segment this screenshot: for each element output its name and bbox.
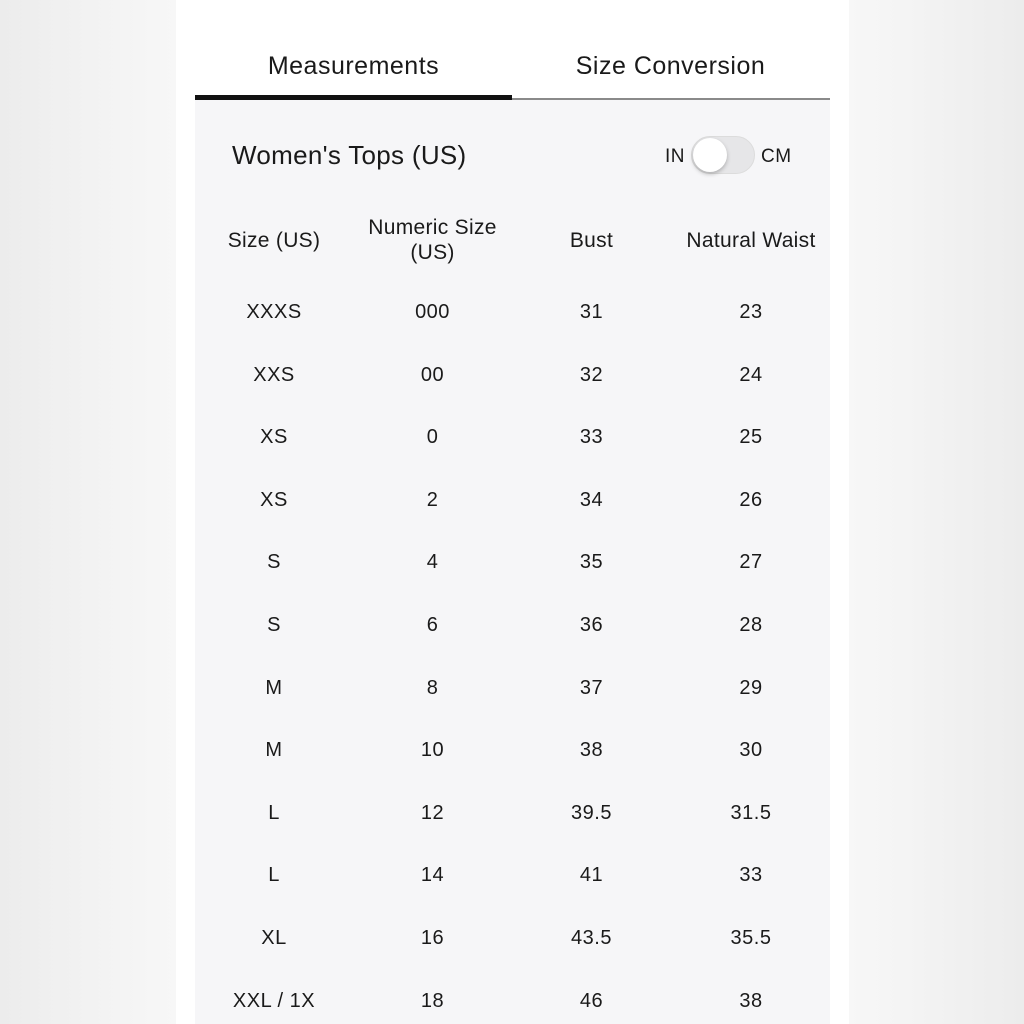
table-row (195, 718, 830, 781)
cell-numeric-size: 12 (420, 801, 445, 824)
table-row (195, 781, 830, 844)
cell-numeric-size: 14 (420, 864, 445, 887)
cell-bust: 36 (579, 613, 604, 636)
table-row (195, 843, 830, 906)
cell-numeric-size: 00 (420, 363, 445, 386)
cell-numeric-size: 10 (420, 739, 445, 762)
cell-numeric-size: 0 (426, 426, 439, 449)
cell-numeric-size: 6 (426, 613, 439, 636)
cell-natural-waist: 38 (739, 989, 763, 1012)
cell-numeric-size: 18 (420, 989, 445, 1012)
unit-label-in: IN (665, 146, 685, 167)
column-header-size: Size (US) (227, 228, 321, 252)
toggle-knob (693, 138, 727, 172)
unit-toggle-switch[interactable] (691, 136, 755, 174)
cell-bust: 37 (579, 676, 604, 699)
cell-bust: 46 (579, 989, 604, 1012)
unit-label-cm: CM (761, 146, 792, 167)
table-row (195, 969, 830, 1024)
cell-size: XXL / 1X (232, 989, 316, 1012)
cell-natural-waist: 29 (739, 676, 763, 699)
cell-natural-waist: 26 (739, 488, 763, 511)
cell-size: XXXS (246, 301, 302, 323)
cell-bust: 35 (579, 551, 604, 574)
cell-numeric-size: 16 (420, 926, 445, 949)
cell-bust: 39.5 (571, 801, 612, 824)
cell-size: XXS (253, 363, 295, 386)
app-screen (176, 0, 849, 1024)
cell-size: S (267, 551, 281, 574)
tab-measurements[interactable]: Measurements (267, 52, 440, 80)
cell-bust: 34 (579, 488, 604, 511)
table-row (195, 343, 830, 406)
cell-size: XS (260, 488, 288, 511)
cell-bust: 38 (579, 739, 604, 762)
table-row (195, 280, 830, 343)
cell-size: L (268, 864, 280, 887)
cell-size: S (267, 613, 281, 636)
cell-size: M (265, 676, 283, 699)
table-row (195, 593, 830, 656)
cell-natural-waist: 30 (739, 739, 763, 762)
cell-numeric-size: 4 (426, 551, 439, 574)
cell-natural-waist: 25 (739, 426, 763, 449)
column-header-bust: Bust (569, 228, 614, 252)
cell-size: M (265, 739, 283, 762)
cell-numeric-size: 2 (426, 488, 439, 511)
cell-bust: 31 (579, 301, 604, 323)
table-row (195, 656, 830, 719)
cell-bust: 41 (579, 864, 604, 887)
cell-natural-waist: 27 (739, 551, 763, 574)
table-row (195, 906, 830, 969)
cell-size: L (268, 801, 280, 824)
cell-numeric-size: 8 (426, 676, 439, 699)
cell-size: XS (260, 426, 288, 449)
cell-natural-waist: 24 (739, 363, 763, 386)
size-table-body (195, 280, 830, 1024)
tab-bar (195, 40, 830, 100)
cell-numeric-size: 000 (415, 301, 450, 323)
tab-size-conversion[interactable]: Size Conversion (575, 52, 766, 80)
cell-natural-waist: 28 (739, 613, 763, 636)
cell-natural-waist: 33 (739, 864, 763, 887)
cell-bust: 33 (579, 426, 604, 449)
size-chart-panel (195, 100, 830, 1024)
cell-natural-waist: 23 (739, 301, 763, 323)
table-row (195, 468, 830, 531)
cell-natural-waist: 35.5 (730, 926, 772, 949)
column-header-numeric-size: Numeric Size (US) (368, 216, 497, 264)
table-row (195, 530, 830, 593)
chart-title: Women's Tops (US) (232, 140, 467, 170)
column-header-natural-waist: Natural Waist (686, 228, 816, 252)
table-row (195, 405, 830, 468)
cell-size: XL (261, 926, 287, 949)
cell-bust: 32 (579, 363, 604, 386)
cell-natural-waist: 31.5 (730, 801, 772, 824)
cell-bust: 43.5 (571, 926, 612, 949)
